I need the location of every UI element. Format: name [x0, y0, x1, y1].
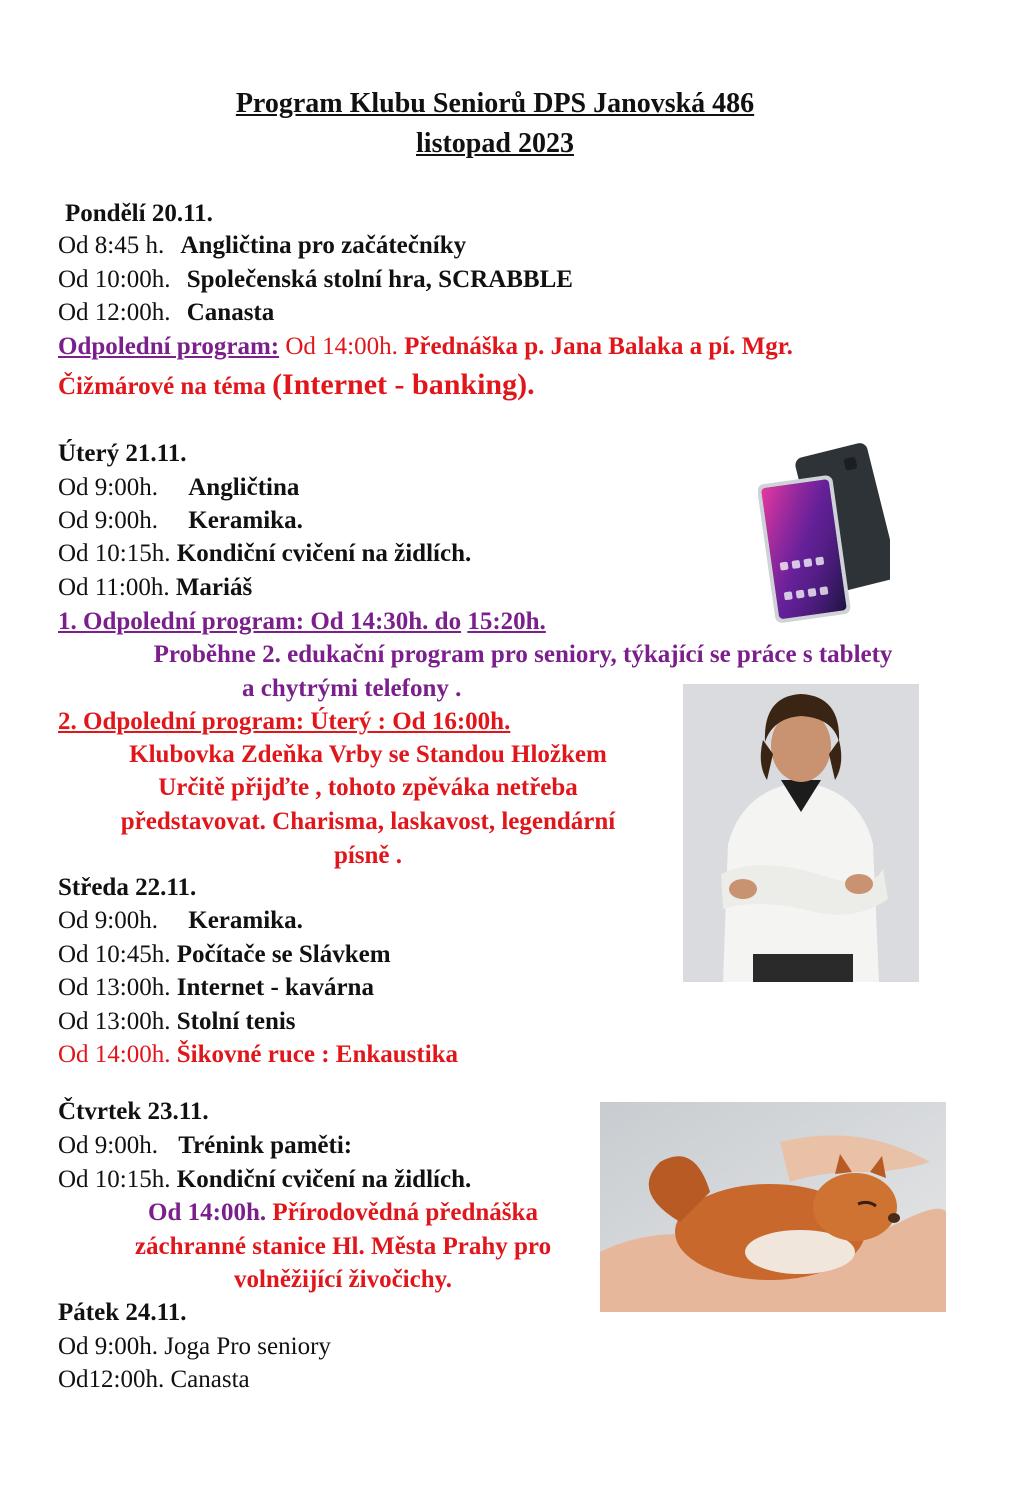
- item-activity: Trénink paměti:: [178, 1132, 353, 1159]
- item-time: Od 9:00h.: [58, 474, 158, 501]
- item-activity: Canasta: [170, 1366, 250, 1393]
- schedule-item: [58, 1166, 471, 1194]
- afternoon-topic: (Internet - banking).: [272, 368, 535, 401]
- schedule-item: [58, 1366, 250, 1394]
- schedule-item: [58, 474, 299, 502]
- item-time: Od 9:00h.: [58, 1333, 158, 1360]
- schedule-item: [58, 974, 374, 1002]
- day-heading-thursday: Čtvrtek 23.11.: [58, 1098, 209, 1125]
- item-activity: Kondiční cvičení na židlích.: [176, 1166, 472, 1193]
- lecture-time: Od 14:00h.: [148, 1199, 267, 1226]
- schedule-item: [58, 232, 466, 260]
- item-activity: Stolní tenis: [176, 1008, 296, 1035]
- afternoon-time: Od 14:00h.: [279, 333, 398, 360]
- schedule-item-highlight: [58, 1041, 458, 1069]
- item-time: Od 9:00h.: [58, 907, 158, 934]
- item-activity: Angličtina pro začátečníky: [180, 232, 467, 259]
- item-activity: Společenská stolní hra, SCRABBLE: [186, 266, 573, 293]
- schedule-item: [58, 907, 303, 935]
- item-activity: Joga Pro seniory: [164, 1333, 331, 1360]
- program2-text-3: představovat. Charisma, laskavost, legendární: [120, 808, 616, 835]
- item-time: Od 9:00h.: [58, 507, 158, 534]
- tablet-image: [758, 440, 890, 625]
- item-time: Od 10:00h.: [58, 266, 171, 293]
- item-time: Od 11:00h.: [58, 574, 170, 601]
- schedule-item: [58, 941, 391, 969]
- lecture-text-1: Přírodovědná přednáška: [272, 1199, 538, 1226]
- schedule-item: [58, 1008, 296, 1036]
- schedule-item: [58, 299, 274, 327]
- item-time: Od 8:45 h.: [58, 232, 165, 259]
- item-activity: Keramika.: [188, 907, 303, 934]
- item-activity: Angličtina: [188, 474, 300, 501]
- item-time: Od 12:00h.: [58, 299, 171, 326]
- item-activity: Canasta: [186, 299, 275, 326]
- afternoon-program-monday: [58, 333, 793, 361]
- item-activity: Šikovné ruce : Enkaustika: [176, 1041, 459, 1068]
- item-time: Od 10:15h.: [58, 1166, 171, 1193]
- schedule-item: [58, 1132, 352, 1160]
- page-subtitle: listopad 2023: [416, 128, 574, 159]
- schedule-item: [58, 507, 303, 535]
- day-heading-wednesday: Středa 22.11.: [58, 874, 197, 901]
- afternoon-program-2: 2. Odpolední program: Úterý : Od 16:00h.: [58, 708, 511, 735]
- item-time: Od12:00h.: [58, 1366, 165, 1393]
- squirrel-photo: [600, 1102, 946, 1312]
- schedule-item: [58, 1333, 331, 1361]
- program1-end: 15:20h.: [467, 608, 546, 635]
- item-activity: Keramika.: [188, 507, 303, 534]
- afternoon-text2: Čižmárové na téma: [58, 373, 266, 400]
- lecture-line-3: volněžijící živočichy.: [233, 1266, 452, 1293]
- item-time: Od 9:00h.: [58, 1132, 158, 1159]
- afternoon-label: Odpolední program:: [58, 333, 280, 360]
- day-heading-tuesday: Úterý 21.11.: [58, 440, 187, 467]
- schedule-item: [58, 574, 252, 602]
- afternoon-program-1: [58, 608, 546, 636]
- schedule-item: [58, 540, 471, 568]
- item-activity: Internet - kavárna: [176, 974, 374, 1001]
- item-time: Od 10:15h.: [58, 540, 171, 567]
- program2-text-2: Určitě přijďte , tohoto zpěváka netřeba: [158, 774, 578, 801]
- program1-description-2: a chytrými telefony .: [242, 675, 462, 702]
- day-heading-monday: Pondělí 20.11.: [65, 200, 213, 227]
- item-time: Od 10:45h.: [58, 941, 171, 968]
- afternoon-program-monday-cont: [58, 368, 535, 402]
- afternoon-text: Přednáška p. Jana Balaka a pí. Mgr.: [404, 333, 793, 360]
- program2-text-4: písně .: [333, 842, 403, 869]
- item-activity: Mariáš: [175, 574, 253, 601]
- item-time: Od 14:00h.: [58, 1041, 171, 1068]
- item-time: Od 13:00h.: [58, 1008, 171, 1035]
- item-activity: Počítače se Slávkem: [176, 941, 391, 968]
- page-title: Program Klubu Seniorů DPS Janovská 486: [235, 88, 755, 119]
- item-time: Od 13:00h.: [58, 974, 171, 1001]
- singer-photo: [683, 684, 919, 982]
- day-heading-friday: Pátek 24.11.: [58, 1299, 187, 1326]
- program1-label: 1. Odpolední program: Od 14:30h. do: [58, 608, 462, 635]
- item-activity: Kondiční cvičení na židlích.: [176, 540, 472, 567]
- program2-text-1: Klubovka Zdeňka Vrby se Standou Hložkem: [129, 741, 607, 768]
- lecture-line-1: [58, 1199, 628, 1227]
- lecture-line-2: záchranné stanice Hl. Města Prahy pro: [134, 1233, 552, 1260]
- program1-description: Proběhne 2. edukační program pro seniory, týkající se práce s tablety: [153, 641, 893, 668]
- schedule-item: [58, 266, 573, 294]
